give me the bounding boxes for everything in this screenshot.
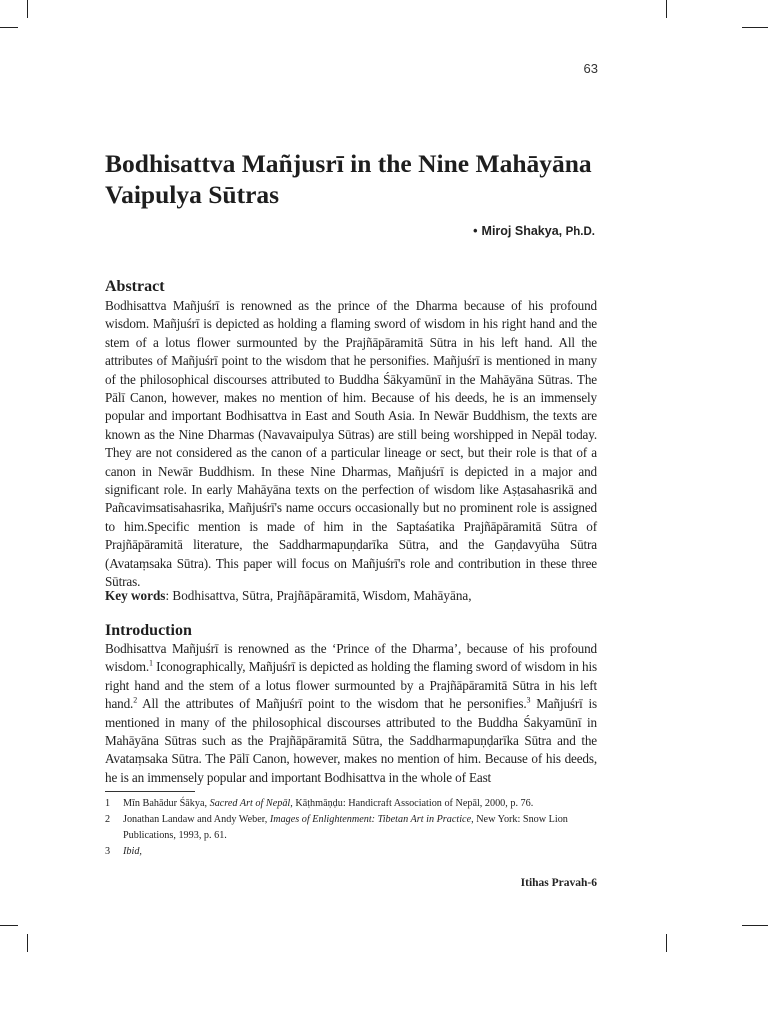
crop-mark-bottom-left-h [0, 925, 18, 926]
author-line [473, 224, 595, 238]
keywords-text: : Bodhisattva, Sūtra, Prajñāpāramitā, Wisdom, Mahāyāna, [165, 588, 472, 603]
footnote-ref: 1 [149, 659, 153, 669]
footnote-ref: 2 [133, 695, 138, 705]
footnote [105, 844, 597, 860]
article-title: Bodhisattva Mañjusrī in the Nine Mahāyāna Vaipulya Sūtras [105, 149, 592, 209]
footnote-title: Sacred Art of Nepāl [209, 798, 291, 809]
page-number: 63 [583, 61, 598, 76]
footnote-text: Jonathan Landaw and Andy Weber, [123, 814, 270, 825]
crop-mark-bottom-right-v [666, 934, 667, 952]
keywords-label: Key words [105, 588, 166, 603]
crop-mark-top-right-h [742, 27, 768, 28]
footnote-number: 1 [105, 798, 111, 809]
intro-segment: Bodhisattva Mañjuśrī is renowned as the ‘Prince of the Dharma’, because of his profound wisdom. [105, 641, 597, 675]
footnote [105, 796, 597, 812]
footnote-ref: 3 [526, 695, 531, 705]
intro-segment: Mañjuśrī is mentioned in many of the philosophical discourses attributed to the Buddha Śakyamūnī in Mahāyāna Sūtras such as the Prajñāpāramitā Sūtra, the Saddharmapuṇḍarīka Sūtra and the Avataṃsaka Sūtra. The Pālī Canon, however, makes no mention of him. Because of his deeds, he is an immensely popular and important Bodhisattva in the whole of East [105, 696, 597, 785]
intro-segment: Iconographically, Mañjuśrī is depicted as holding the flaming sword of wisdom in his right hand and the stem of a lotus flower surmounted by a Prajñāpāramitā Sūtra in his left hand. [105, 659, 597, 712]
crop-mark-bottom-right-h [742, 925, 768, 926]
crop-mark-bottom-left-v [27, 934, 28, 952]
crop-mark-top-left-v [27, 0, 28, 18]
introduction-text [105, 640, 597, 787]
crop-mark-top-left-h [0, 27, 18, 28]
footnote [105, 812, 597, 844]
crop-mark-top-right-v [666, 0, 667, 18]
footnote-divider [105, 791, 195, 792]
footnote-title: Images of Enlightenment: Tibetan Art in Practice [269, 814, 472, 825]
author-bullet: • [473, 224, 478, 238]
footnote-text: , Kāṭhmāṇḍu: Handicraft Association of Nepāl, 2000, p. 76. [290, 798, 534, 809]
intro-segment: All the attributes of Mañjuśrī point to the wisdom that he personifies. [137, 696, 527, 712]
footnote-number: 3 [105, 846, 111, 857]
footnote-number: 2 [105, 814, 111, 825]
footnote-title: Ibid, [123, 846, 142, 857]
keywords-line [105, 587, 597, 605]
footnote-text: , New York: Snow Lion Publications, 1993, p. 61. [123, 814, 568, 841]
author-name: Miroj Shakya, [481, 224, 563, 238]
introduction-heading: Introduction [105, 622, 192, 639]
footnote-text: Mīn Bahādur Śākya, [123, 798, 210, 809]
footnotes [105, 796, 597, 860]
author-degree: Ph.D. [565, 226, 595, 238]
abstract-heading: Abstract [105, 278, 165, 295]
abstract-text: Bodhisattva Mañjuśrī is renowned as the prince of the Dharma because of his profound wisdom. Mañjuśrī is depicted as holding a flaming sword of wisdom in his right hand and the stem of a lotus flower surmounted by the Prajñāpāramitā Sūtra in his left hand. All the attributes of Mañjuśrī point to the wisdom that he personifies. Mañjuśrī is mentioned in many of the philosophical discourses attributed to Buddha Śākyamūnī in the Mahāyāna Sūtras. The Pālī Canon, however, makes no mention of him. Because of his deeds, he is an immensely popular and important Bodhisattva in East and South Asia. In Newār Buddhism, the texts are known as the Nine Dharmas (Navavaipulya Sūtras) are still being worshipped in Nepāl today. They are not considered as the canon of a particular lineage or sect, but their role is that of a canon in Newār Buddhism. In these Nine Dharmas, Mañjuśrī is depicted in a major and significant role. In early Mahāyāna texts on the perfection of wisdom like Aṣṭasahasrikā and Pañcavimsatisahasrika, Mañjuśrī's name occurs occasionally but no prominent role is assigned to him.Specific mention is made of him in the Saptaśatika Prajñāpāramitā Sūtra of Prajñāpāramitā literature, the Saddharmapuṇḍarīka Sūtra, and the Gaṇḍavyūha Sūtra (Avataṃsaka Sūtra). This paper will focus on Mañjuśrī's role and contribution in these three Sūtras. [105, 298, 597, 590]
journal-footer: Itihas Pravah-6 [520, 877, 597, 889]
